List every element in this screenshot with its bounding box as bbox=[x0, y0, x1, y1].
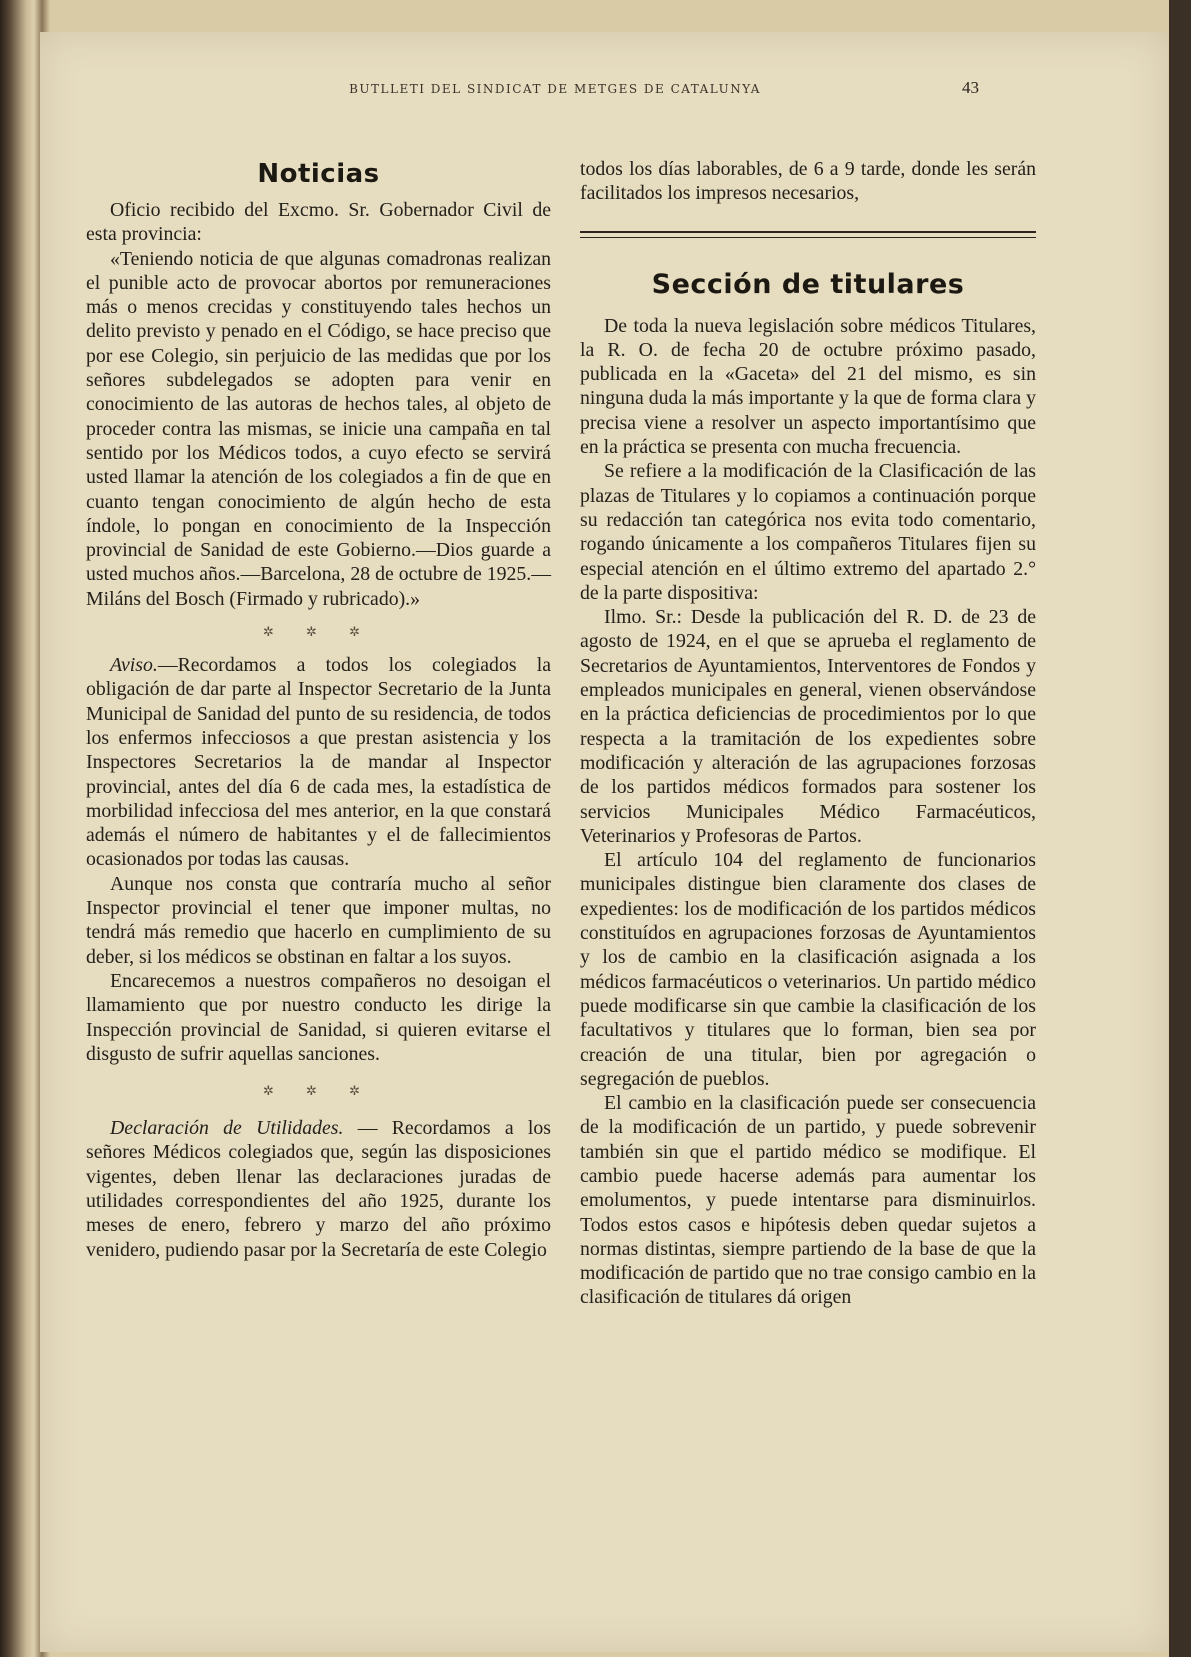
titulares-paragraph: Ilmo. Sr.: Desde la publicación del R. D. de 23 de agosto de 1924, en el que se aprueba el reglamento de Secretarios de Ayuntamientos, Interventores de Fondos y empleados municipales en general, vienen observándose en la práctica deficiencias de procedimientos por lo que respecta a la tramitación de los expedientes sobre modificación y alteración de las agrupaciones forzosas de los partidos médicos formados para sostener los servicios Municipales Médico Farmacéuticos, Veterinarios y Profesoras de Partos. bbox=[580, 606, 1036, 847]
right-column bbox=[580, 157, 1036, 1310]
page-number: 43 bbox=[962, 78, 979, 97]
titulares-paragraph: El cambio en la clasificación puede ser consecuencia de la modificación de un partido, y puede sobrevenir también sin que el partido médico se modifique. El cambio puede hacerse además para aumentar los emolumentos, y puede intentarse para disminuirlos. Todos estos casos e hipótesis deben quedar sujetos a normas distintas, siempre partiendo de la base de que la modificación de partido que no trae consigo cambio en la clasificación de titulares dá origen bbox=[580, 1092, 1036, 1309]
double-rule-divider bbox=[580, 231, 1036, 238]
left-column bbox=[86, 157, 551, 1262]
titulares-paragraph: El artículo 104 del reglamento de funcionarios municipales distingue bien claramente dos clases de expedientes: los de modificación de los partidos médicos constituídos en agrupaciones forzosas de Ayuntamientos y los de cambio en la clasificación asignada a los médicos farmacéuticos o veterinarios. Un partido médico puede modificarse sin que cambie la clasificación de los facultativos y titulares que lo forman, bien sea por creación de una titular, bien por agregación o segregación de pueblos. bbox=[580, 849, 1036, 1090]
titulares-heading: Sección de titulares bbox=[651, 268, 965, 300]
declaracion-label: Declaración de Utilidades. bbox=[110, 1117, 344, 1140]
titulares-paragraph: Se refiere a la modificación de la Clasificación de las plazas de Titulares y lo copiamos a continuación porque su redacción tan categórica nos evita todo comentario, rogando únicamente a los compañeros Titulares fijen su especial atención en el último extremo del apartado 2.° de la parte dispositiva: bbox=[580, 460, 1036, 604]
titulares-paragraph: De toda la nueva legislación sobre médicos Titulares, la R. O. de fecha 20 de octubre próximo pasado, publicada en la «Gaceta» del 21 del mismo, es sin ninguna duda la más importante y la que de forma clara y precisa viene a resolver un aspecto importantísimo que en la práctica se presenta con mucha frecuencia. bbox=[580, 314, 1036, 459]
noticias-heading: Noticias bbox=[257, 159, 380, 189]
noticias-letter: «Teniendo noticia de que algunas comadronas realizan el punible acto de provocar abortos por remuneraciones más o menos crecidas y constituyendo tales hechos un delito previsto y penado en el Código, se hace preciso que por ese Colegio, sin perjuicio de las medidas que por los señores subdelegados se adopten para venir en conocimiento de las autoras de hechos tales, al objeto de proceder contra las mismas, se inicie una campaña en tal sentido por los Médicos todos, a cuyo efecto se servirá usted llamar la atención de los colegiados a fin de que en cuanto tengan conocimiento de algún hecho de esta índole, lo pongan en conocimiento de la Inspección provincial de Sanidad de este Gobierno.—Dios guarde a usted muchos años.—Barcelona, 28 de octubre de 1925.—Miláns del Bosch (Firmado y rubricado).» bbox=[86, 247, 551, 610]
section-separator: ✲ ✲ ✲ bbox=[263, 625, 374, 641]
aviso-paragraph bbox=[86, 653, 551, 872]
declaracion-text: — Recordamos a los señores Médicos colegiados que, según las disposiciones vigentes, deben llenar las declaraciones juradas de utilidades correspondientes del año 1925, durante los meses de enero, febrero y marzo del año próximo venidero, pudiendo pasar por la Secretaría de este Colegio bbox=[86, 1117, 551, 1261]
noticias-intro: Oficio recibido del Excmo. Sr. Gobernador Civil de esta provincia: bbox=[86, 199, 551, 246]
continuation-text: todos los días laborables, de 6 a 9 tarde, donde les serán facilitados los impresos necesarios, bbox=[580, 158, 1036, 205]
declaracion-paragraph bbox=[86, 1116, 551, 1262]
running-title: BUTLLETI DEL SINDICAT DE METGES DE CATALUNYA bbox=[349, 82, 761, 96]
section-separator: ✲ ✲ ✲ bbox=[263, 1084, 374, 1100]
aviso-label: Aviso. bbox=[110, 654, 158, 677]
aviso-paragraph-3: Encarecemos a nuestros compañeros no desoigan el llamamiento que por nuestro conducto les dirige la Inspección provincial de Sanidad, si quieren evitarse el disgusto de sufrir aquellas sanciones. bbox=[86, 969, 551, 1065]
page-edge bbox=[1169, 0, 1191, 1657]
aviso-text: —Recordamos a todos los colegiados la obligación de dar parte al Inspector Secretario de la Junta Municipal de Sanidad del punto de su residencia, de todos los enfermos infecciosos a que prestan asistencia y los Inspectores Secretarios la de mandar al Inspector provincial, antes del día 6 de cada mes, la estadística de morbilidad infecciosa del mes anterior, en la que constará además el número de habitantes y el de fallecimientos ocasionados por todas las causas. bbox=[86, 654, 551, 871]
aviso-paragraph-2: Aunque nos consta que contraría mucho al señor Inspector provincial el tener que imponer multas, no tendrá más remedio que hacerlo en cumplimiento de su deber, si los médicos se obstinan en faltar a los suyos. bbox=[86, 872, 551, 968]
